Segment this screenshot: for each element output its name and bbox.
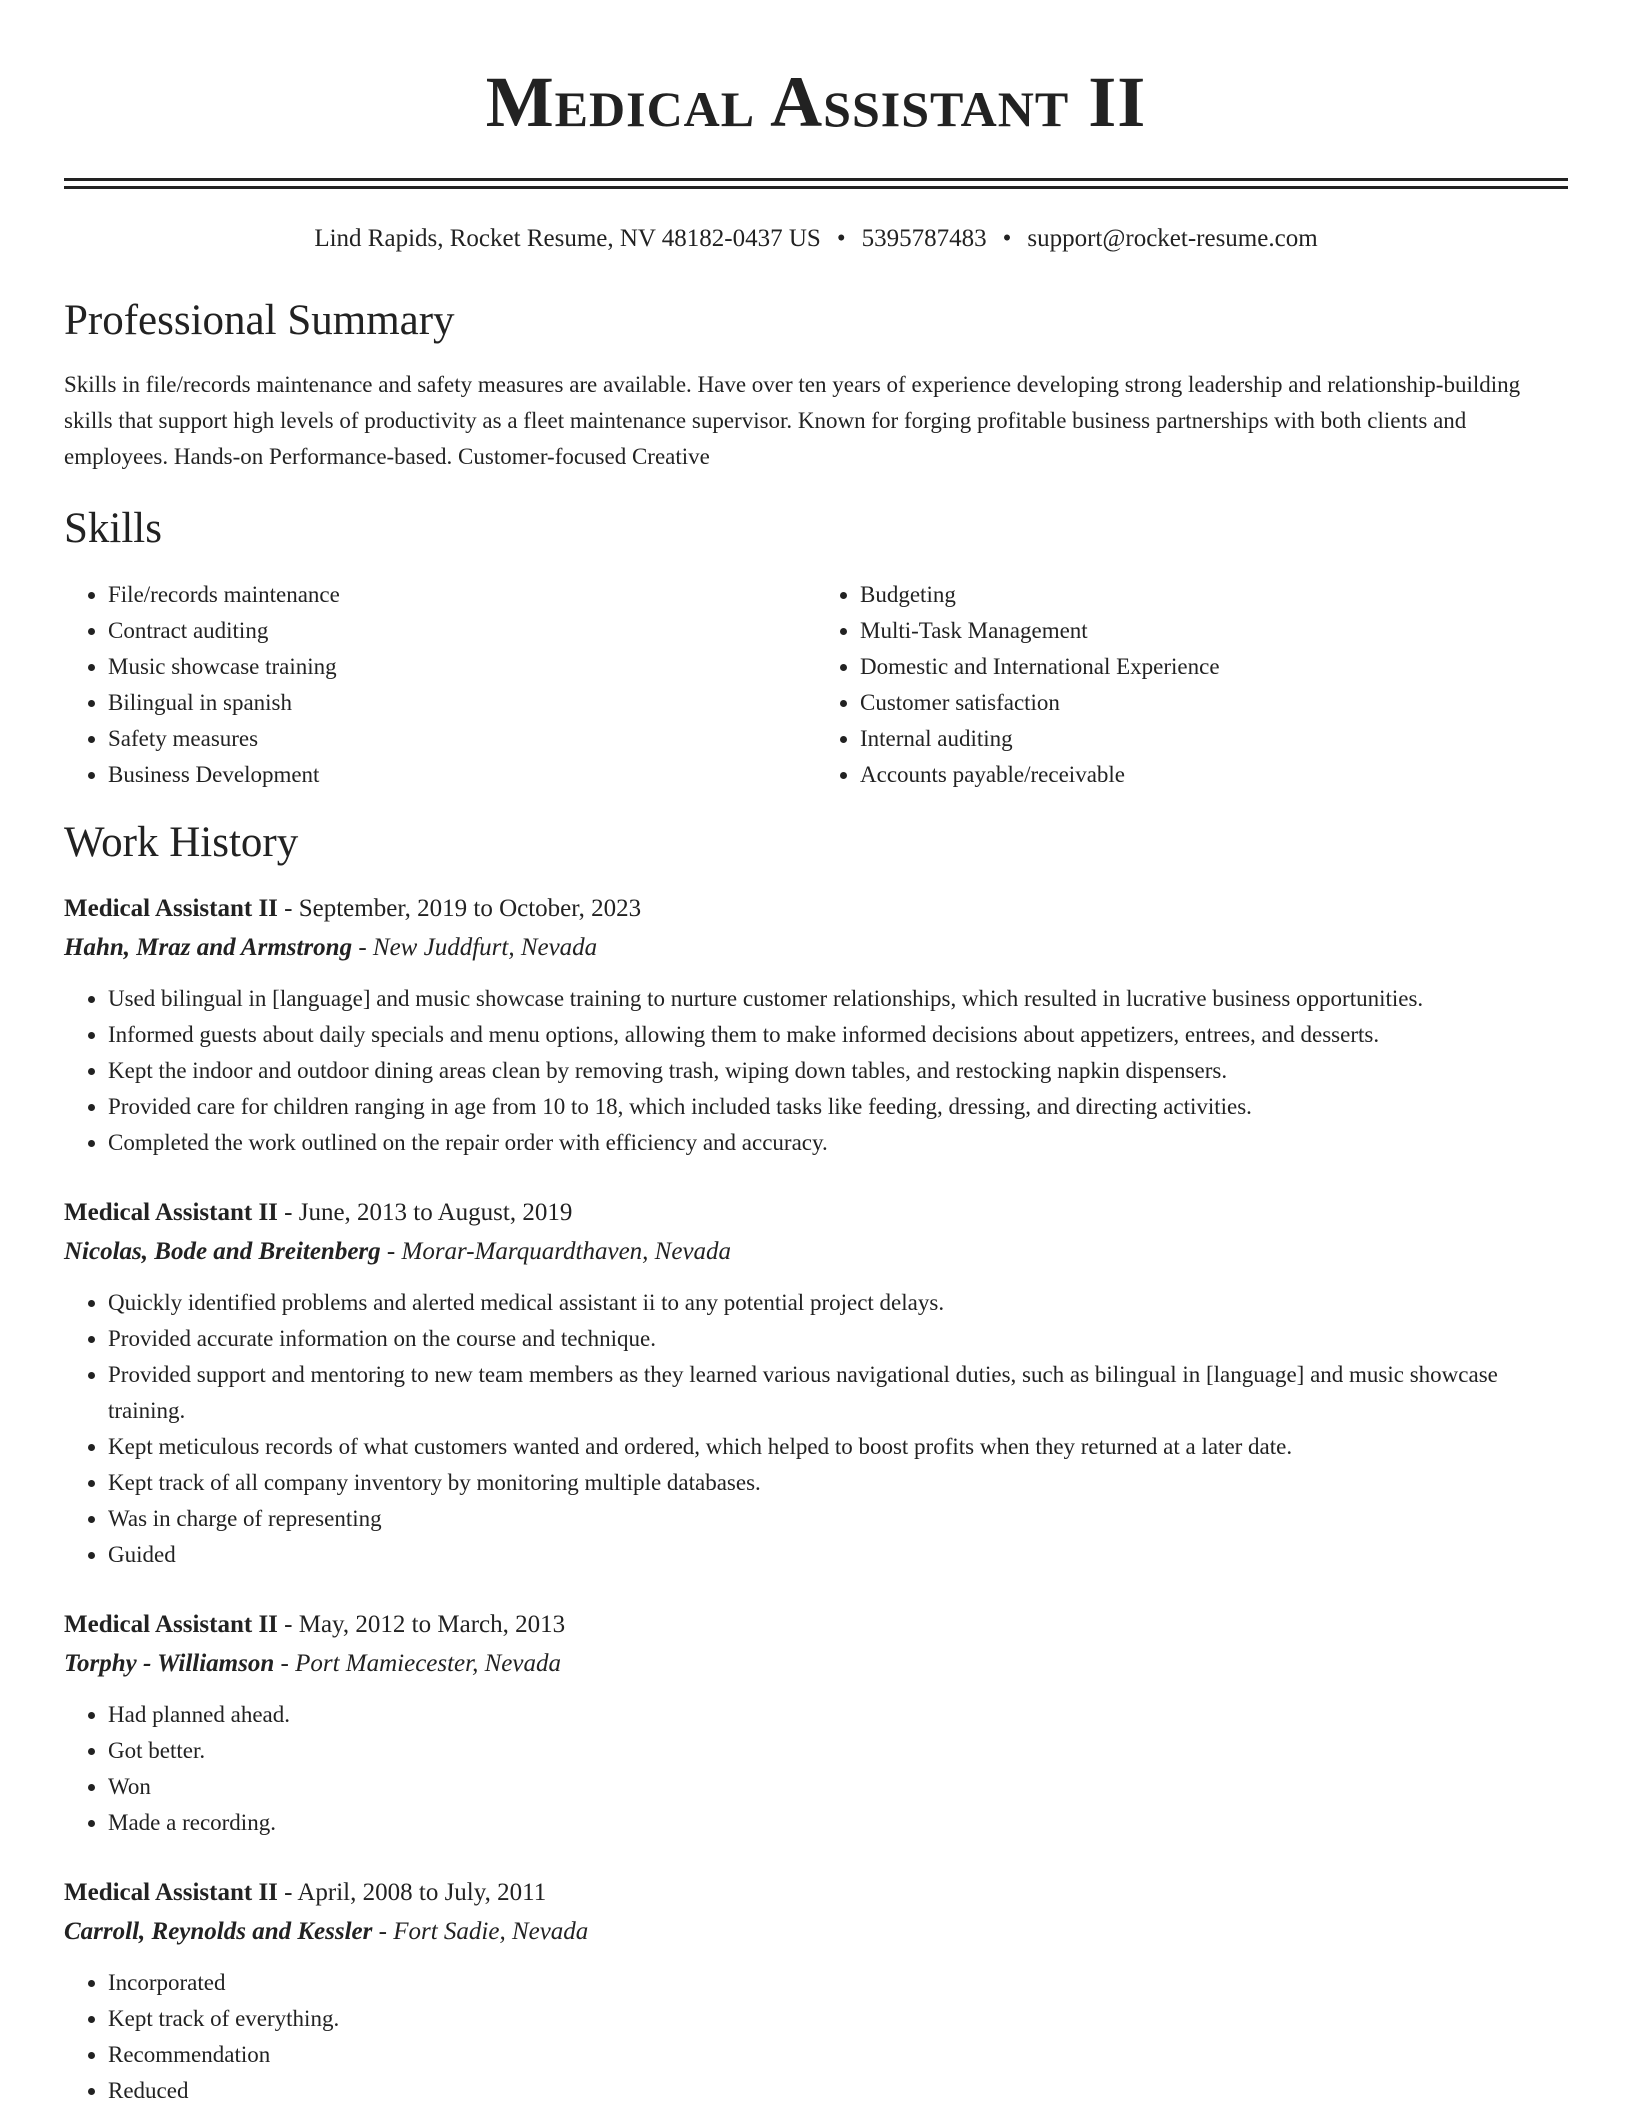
- company-location: - Port Mamiecester, Nevada: [274, 1650, 561, 1677]
- job-bullets: [64, 1697, 1568, 1841]
- job-bullet: • Won: [108, 1769, 1568, 1805]
- job-entry: [64, 1605, 1568, 1841]
- header-double-rule: [64, 178, 1568, 189]
- job-entry: [64, 1873, 1568, 2109]
- skill-item: • Music showcase training: [108, 649, 816, 685]
- skill-item: • Business Development: [108, 757, 816, 793]
- job-title-line: [64, 1193, 1568, 1232]
- skills-columns: [64, 577, 1568, 793]
- job-bullet: • Got better.: [108, 1733, 1568, 1769]
- company-name: Nicolas, Bode and Breitenberg: [64, 1238, 381, 1265]
- job-title: Medical Assistant II: [64, 1199, 278, 1226]
- job-dates: - June, 2013 to August, 2019: [277, 1199, 573, 1226]
- job-bullet: • Quickly identified problems and alerted medical assistant ii to any potential project delays.: [108, 1285, 1568, 1321]
- job-dates: - September, 2019 to October, 2023: [277, 895, 642, 922]
- company-line: [64, 928, 1568, 967]
- job-bullet: • Recommendation: [108, 2037, 1568, 2073]
- job-bullet: • Made a recording.: [108, 1805, 1568, 1841]
- job-title: Medical Assistant II: [64, 1611, 278, 1638]
- skill-item: • Contract auditing: [108, 613, 816, 649]
- job-bullet: • Kept track of all company inventory by monitoring multiple databases.: [108, 1465, 1568, 1501]
- job-dates: - May, 2012 to March, 2013: [277, 1611, 566, 1638]
- summary-heading: Professional Summary: [64, 297, 455, 344]
- resume-name: Medical Assistant II: [485, 62, 1147, 142]
- job-dates: - April, 2008 to July, 2011: [277, 1879, 547, 1906]
- summary-text: Skills in file/records maintenance and safety measures are available. Have over ten years of experience developing strong leadership and relationship-building skills that support high levels of productivity as a fleet maintenance supervisor. Known for forging profitable business partnerships with both clients and employees. Hands-on Performance-based. Customer-focused Creative: [64, 372, 1521, 469]
- company-name: Hahn, Mraz and Armstrong: [64, 934, 353, 961]
- skills-heading: Skills: [64, 505, 162, 552]
- company-name: Carroll, Reynolds and Kessler: [64, 1918, 373, 1945]
- job-title-line: [64, 1605, 1568, 1644]
- job-bullet: • Incorporated: [108, 1965, 1568, 2001]
- company-name: Torphy - Williamson: [64, 1650, 275, 1677]
- job-bullet: • Provided support and mentoring to new team members as they learned various navigational duties, such as bilingual in [language] and music showcase training.: [108, 1357, 1568, 1429]
- contact-phone: 5395787483: [861, 225, 987, 252]
- job-bullet: • Provided accurate information on the course and technique.: [108, 1321, 1568, 1357]
- contact-separator: •: [1002, 225, 1012, 252]
- skill-item: • Customer satisfaction: [860, 685, 1568, 721]
- job-bullet: • Kept meticulous records of what customers wanted and ordered, which helped to boost profits when they returned at a later date.: [108, 1429, 1568, 1465]
- company-line: [64, 1644, 1568, 1683]
- job-bullet: • Was in charge of representing: [108, 1501, 1568, 1537]
- company-location: - New Juddfurt, Nevada: [352, 934, 598, 961]
- skill-item: • Safety measures: [108, 721, 816, 757]
- job-bullets: [64, 1965, 1568, 2109]
- job-entry: [64, 889, 1568, 1161]
- job-bullet: • Had planned ahead.: [108, 1697, 1568, 1733]
- job-title: Medical Assistant II: [64, 895, 278, 922]
- skill-item: • Multi-Task Management: [860, 613, 1568, 649]
- job-title-line: [64, 1873, 1568, 1912]
- job-entry: [64, 1193, 1568, 1573]
- skill-item: • Internal auditing: [860, 721, 1568, 757]
- job-bullets: [64, 1285, 1568, 1573]
- skill-item: • Budgeting: [860, 577, 1568, 613]
- skill-item: • Accounts payable/receivable: [860, 757, 1568, 793]
- job-bullet: • Used bilingual in [language] and music showcase training to nurture customer relationships, which resulted in lucrative business opportunities.: [108, 981, 1568, 1017]
- company-location: - Fort Sadie, Nevada: [372, 1918, 589, 1945]
- company-line: [64, 1232, 1568, 1271]
- job-bullet: • Reduced: [108, 2073, 1568, 2109]
- job-bullet: • Guided: [108, 1537, 1568, 1573]
- job-title-line: [64, 889, 1568, 928]
- contact-address: Lind Rapids, Rocket Resume, NV 48182-0437 US: [314, 225, 821, 252]
- contact-email: support@rocket-resume.com: [1027, 225, 1318, 252]
- work-history-heading: Work History: [64, 819, 299, 866]
- skills-list-right: [816, 577, 1568, 793]
- company-location: - Morar-Marquardthaven, Nevada: [380, 1238, 732, 1265]
- skill-item: • Domestic and International Experience: [860, 649, 1568, 685]
- company-line: [64, 1912, 1568, 1951]
- skills-list-left: [64, 577, 816, 793]
- skill-item: • Bilingual in spanish: [108, 685, 816, 721]
- skill-item: • File/records maintenance: [108, 577, 816, 613]
- contact-separator: •: [836, 225, 846, 252]
- job-bullets: [64, 981, 1568, 1161]
- job-bullet: • Kept the indoor and outdoor dining areas clean by removing trash, wiping down tables, and restocking napkin dispensers.: [108, 1053, 1568, 1089]
- job-bullet: • Provided care for children ranging in age from 10 to 18, which included tasks like feeding, dressing, and directing activities.: [108, 1089, 1568, 1125]
- job-title: Medical Assistant II: [64, 1879, 278, 1906]
- contact-line: [64, 223, 1568, 255]
- job-bullet: • Kept track of everything.: [108, 2001, 1568, 2037]
- job-bullet: • Informed guests about daily specials and menu options, allowing them to make informed decisions about appetizers, entrees, and desserts.: [108, 1017, 1568, 1053]
- job-bullet: • Completed the work outlined on the repair order with efficiency and accuracy.: [108, 1125, 1568, 1161]
